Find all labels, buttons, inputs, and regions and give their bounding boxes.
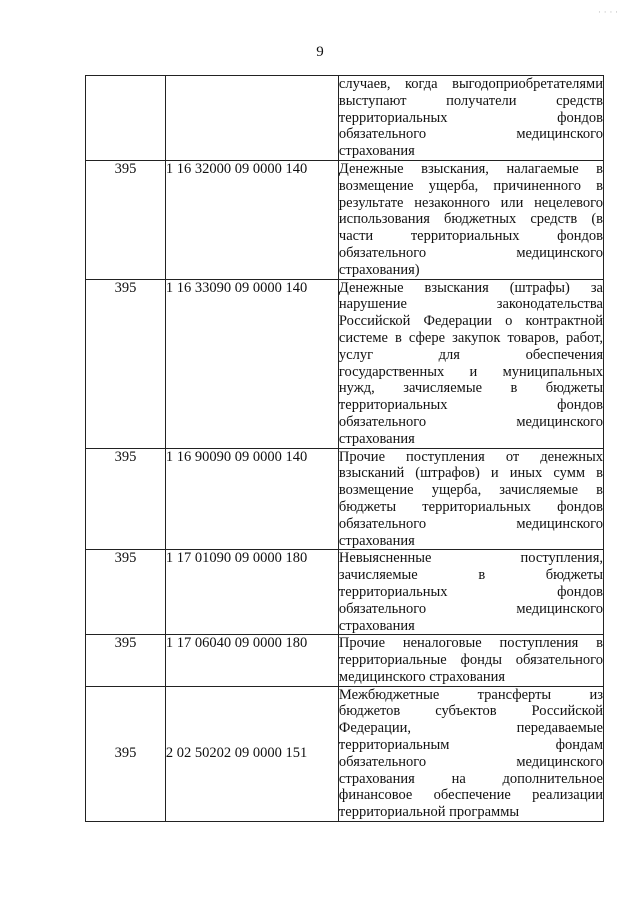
admin-code-cell: 395 <box>86 686 166 821</box>
page-number: 9 <box>316 44 324 60</box>
description-line: части территориальных фондов <box>338 228 603 245</box>
table-row <box>86 635 604 686</box>
description-line: Межбюджетные трансферты из <box>338 686 603 703</box>
description-line: Прочие неналоговые поступления в <box>338 635 603 652</box>
description-line: обязательного медицинского <box>338 126 603 143</box>
description-line: территориальной программы <box>338 804 520 821</box>
table-row <box>86 448 604 550</box>
description-line: Российской Федерации о контрактной <box>338 313 603 330</box>
revenue-description-cell <box>338 686 603 821</box>
budget-classification-code-cell: 1 16 90090 09 0000 140 <box>165 448 338 550</box>
description-line: Денежные взыскания (штрафы) за <box>338 279 603 296</box>
description-line: государственных и муниципальных <box>338 363 603 380</box>
admin-code-cell: 395 <box>86 279 166 448</box>
revenue-description-cell <box>338 76 603 161</box>
description-line: страхования <box>338 430 415 447</box>
revenue-description-cell <box>338 160 603 279</box>
description-line: нужд, зачисляемые в бюджеты <box>338 380 603 397</box>
description-line: результате незаконного или нецелевого <box>338 194 603 211</box>
description-line: использования бюджетных средств (в <box>338 211 603 228</box>
description-line: страхования <box>338 617 415 634</box>
description-line: обязательного медицинского <box>338 515 603 532</box>
budget-classification-code-cell: 1 16 32000 09 0000 140 <box>165 160 338 279</box>
revenue-description-cell <box>338 279 603 448</box>
description-line: обязательного медицинского <box>338 244 603 261</box>
description-line: обязательного медицинского <box>338 753 603 770</box>
admin-code-cell: 395 <box>86 448 166 550</box>
description-line: страхования <box>338 143 415 160</box>
description-line: взысканий (штрафов) и иных сумм в <box>338 465 603 482</box>
description-line: страхования <box>338 532 415 549</box>
description-line: случаев, когда выгодоприобретателями <box>338 76 603 92</box>
description-line: зачисляемые в бюджеты <box>338 567 603 584</box>
table-row <box>86 550 604 635</box>
revenue-description-cell <box>338 448 603 550</box>
admin-code-cell <box>86 76 166 161</box>
description-line: нарушение законодательства <box>338 296 603 313</box>
description-line: системе в сфере закупок товаров, работ, <box>338 329 603 346</box>
description-line: услуг для обеспечения <box>338 346 603 363</box>
budget-classification-code-cell <box>165 76 338 161</box>
budget-codes-table <box>85 75 604 822</box>
description-line: Невыясненные поступления, <box>338 550 603 567</box>
description-line: страхования на дополнительное <box>338 770 603 787</box>
description-line: страхования) <box>338 261 420 278</box>
description-line: Денежные взыскания, налагаемые в <box>338 160 603 177</box>
description-line: медицинского страхования <box>338 668 506 685</box>
budget-classification-code-cell: 1 17 06040 09 0000 180 <box>165 635 338 686</box>
budget-classification-code-cell: 1 16 33090 09 0000 140 <box>165 279 338 448</box>
description-line: бюджеты территориальных фондов <box>338 498 603 515</box>
description-line: территориальных фондов <box>338 397 603 414</box>
description-line: выступают получатели средств <box>338 92 603 109</box>
description-line: обязательного медицинского <box>338 600 603 617</box>
revenue-description-cell <box>338 635 603 686</box>
table-row <box>86 279 604 448</box>
description-line: бюджетов субъектов Российской <box>338 703 603 720</box>
table-row <box>86 76 604 161</box>
revenue-description-cell <box>338 550 603 635</box>
description-line: возмещение ущерба, причиненного в <box>338 177 603 194</box>
admin-code-cell: 395 <box>86 635 166 686</box>
description-line: Прочие поступления от денежных <box>338 448 603 465</box>
admin-code-cell: 395 <box>86 550 166 635</box>
description-line: территориальных фондов <box>338 109 603 126</box>
description-line: финансовое обеспечение реализации <box>338 787 603 804</box>
budget-classification-code-cell: 1 17 01090 09 0000 180 <box>165 550 338 635</box>
description-line: территориальные фонды обязательного <box>338 652 603 669</box>
scan-artifact: · · · · <box>598 8 619 18</box>
budget-classification-code-cell: 2 02 50202 09 0000 151 <box>165 686 338 821</box>
description-line: территориальным фондам <box>338 737 603 754</box>
description-line: территориальных фондов <box>338 583 603 600</box>
table-body <box>86 76 604 822</box>
description-line: возмещение ущерба, зачисляемые в <box>338 482 603 499</box>
admin-code-cell: 395 <box>86 160 166 279</box>
description-line: Федерации, передаваемые <box>338 720 603 737</box>
description-line: обязательного медицинского <box>338 413 603 430</box>
table-row <box>86 160 604 279</box>
table-row <box>86 686 604 821</box>
